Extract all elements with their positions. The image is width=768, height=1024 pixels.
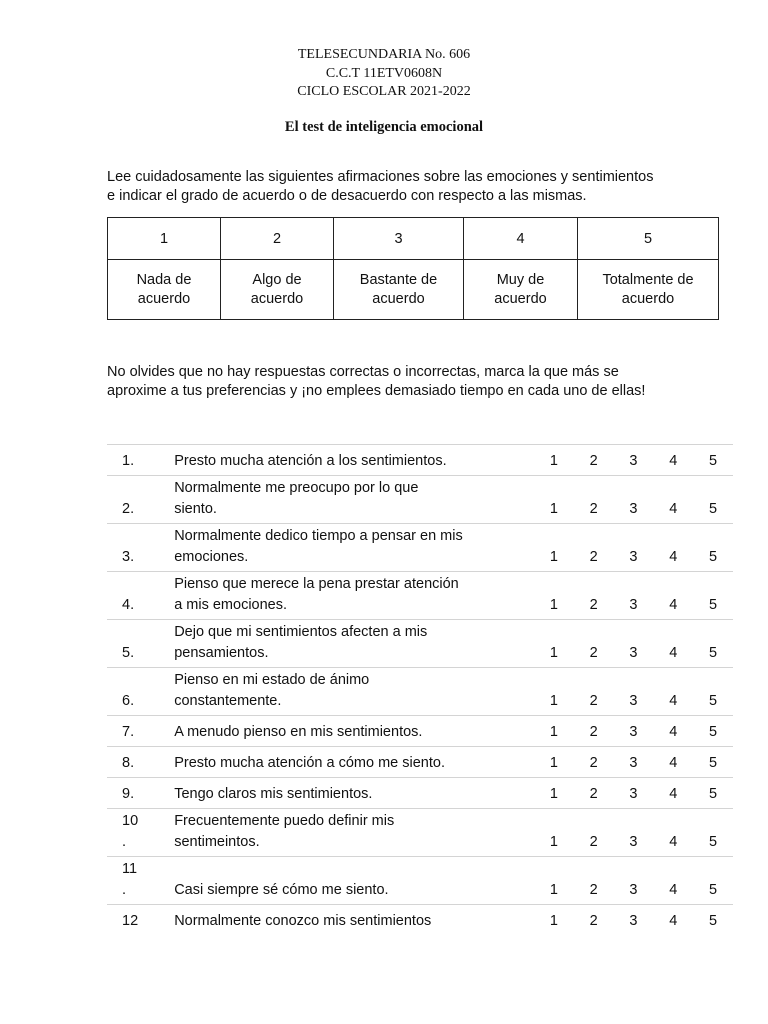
answer-option-5[interactable]: 5: [693, 716, 733, 747]
question-number: [107, 716, 174, 747]
question-text-line: Frecuentemente puedo definir mis: [174, 813, 395, 829]
question-text: [174, 476, 534, 524]
answer-option-3[interactable]: 3: [614, 857, 654, 905]
question-text-line: pensamientos.: [174, 645, 269, 661]
scale-number: 5: [578, 218, 719, 260]
question-text: [174, 572, 534, 620]
answer-option-1[interactable]: 1: [534, 857, 574, 905]
question-text: [174, 747, 534, 778]
scale-label-row: [108, 260, 719, 320]
question-text-line: Normalmente me preocupo por lo que: [174, 480, 419, 496]
instructions-paragraph: [107, 168, 707, 206]
answer-option-4[interactable]: 4: [653, 905, 693, 936]
scale-label-line: Nada de: [136, 271, 192, 288]
question-number: [107, 620, 174, 668]
question-text: [174, 620, 534, 668]
question-text: [174, 857, 534, 905]
question-number-line: 3.: [122, 549, 135, 565]
answer-option-1[interactable]: 1: [534, 905, 574, 936]
scale-label: [221, 260, 334, 320]
question-number-line: 5.: [122, 645, 135, 661]
question-number: [107, 809, 174, 857]
question-text-line: A menudo pienso en mis sentimientos.: [174, 724, 423, 740]
scale-label-line: acuerdo: [621, 290, 675, 307]
answer-option-2[interactable]: 2: [574, 747, 614, 778]
answer-option-3[interactable]: 3: [614, 524, 654, 572]
question-text-line: siento.: [174, 501, 217, 517]
question-number-line: 12: [122, 913, 139, 929]
question-text-line: Normalmente dedico tiempo a pensar en mis: [174, 528, 463, 544]
question-number-line: 7.: [122, 724, 135, 740]
answer-option-2[interactable]: 2: [574, 524, 614, 572]
answer-option-4[interactable]: 4: [653, 668, 693, 716]
answer-option-4[interactable]: 4: [653, 524, 693, 572]
answer-option-2[interactable]: 2: [574, 905, 614, 936]
question-text-line: sentimeintos.: [174, 834, 260, 850]
question-row: [107, 524, 733, 572]
question-text-line: Pienso que merece la pena prestar atención: [174, 576, 459, 592]
question-row: [107, 778, 733, 809]
answer-option-4[interactable]: 4: [653, 716, 693, 747]
question-number-line: 2.: [122, 501, 135, 517]
school-cycle: CICLO ESCOLAR 2021-2022: [297, 84, 471, 99]
question-number: [107, 572, 174, 620]
answer-option-3[interactable]: 3: [614, 620, 654, 668]
answer-option-1[interactable]: 1: [534, 572, 574, 620]
answer-option-4[interactable]: 4: [653, 445, 693, 476]
questions-table: [107, 444, 733, 935]
question-text-line: Pienso en mi estado de ánimo: [174, 672, 370, 688]
question-number-line: 9.: [122, 786, 135, 802]
answer-option-5[interactable]: 5: [693, 572, 733, 620]
question-row: [107, 668, 733, 716]
school-name: TELESECUNDARIA No. 606: [297, 47, 471, 62]
question-number: [107, 747, 174, 778]
scale-label: [108, 260, 221, 320]
test-title: El test de inteligencia emocional: [284, 119, 484, 135]
question-number: [107, 445, 174, 476]
question-text-line: Presto mucha atención a los sentimientos.: [174, 453, 447, 469]
question-row: [107, 716, 733, 747]
answer-option-2[interactable]: 2: [574, 716, 614, 747]
scale-label: [578, 260, 719, 320]
scale-label-line: acuerdo: [494, 290, 547, 307]
instructions-line: e indicar el grado de acuerdo o de desacuerdo con respecto a las mismas.: [107, 188, 587, 204]
answer-option-5[interactable]: 5: [693, 668, 733, 716]
answer-option-5[interactable]: 5: [693, 524, 733, 572]
answer-option-5[interactable]: 5: [693, 905, 733, 936]
scale-label-line: Algo de: [252, 271, 302, 288]
question-number: [107, 476, 174, 524]
answer-option-4[interactable]: 4: [653, 809, 693, 857]
question-number: [107, 778, 174, 809]
answer-option-1[interactable]: 1: [534, 809, 574, 857]
answer-option-4[interactable]: 4: [653, 747, 693, 778]
question-number: [107, 668, 174, 716]
question-text: [174, 809, 534, 857]
question-number-line: 6.: [122, 693, 135, 709]
answer-option-4[interactable]: 4: [653, 572, 693, 620]
answer-option-2[interactable]: 2: [574, 778, 614, 809]
question-number: [107, 524, 174, 572]
question-text: [174, 668, 534, 716]
answer-option-2[interactable]: 2: [574, 572, 614, 620]
answer-option-5[interactable]: 5: [693, 476, 733, 524]
answer-option-3[interactable]: 3: [614, 747, 654, 778]
scale-label-line: acuerdo: [137, 290, 191, 307]
question-row: [107, 857, 733, 905]
question-number: [107, 905, 174, 936]
scale-label: [334, 260, 464, 320]
answer-option-3[interactable]: 3: [614, 905, 654, 936]
note-line: No olvides que no hay respuestas correctas o incorrectas, marca la que más se: [107, 364, 619, 380]
answer-option-2[interactable]: 2: [574, 445, 614, 476]
question-text-line: emociones.: [174, 549, 249, 565]
answer-option-4[interactable]: 4: [653, 778, 693, 809]
answer-option-1[interactable]: 1: [534, 747, 574, 778]
answer-option-5[interactable]: 5: [693, 747, 733, 778]
question-number: [107, 857, 174, 905]
answer-option-3[interactable]: 3: [614, 809, 654, 857]
answer-option-4[interactable]: 4: [653, 620, 693, 668]
question-text: [174, 905, 534, 936]
question-row: [107, 572, 733, 620]
answer-option-4[interactable]: 4: [653, 857, 693, 905]
question-text: [174, 524, 534, 572]
question-number-line: 11: [122, 861, 138, 877]
answer-option-3[interactable]: 3: [614, 668, 654, 716]
rating-scale-table: [107, 217, 719, 320]
question-text: [174, 778, 534, 809]
scale-number: 2: [221, 218, 334, 260]
question-row: [107, 747, 733, 778]
question-number-line: 8.: [122, 755, 135, 771]
note-line: aproxime a tus preferencias y ¡no emplees demasiado tiempo en cada uno de ellas!: [107, 383, 646, 399]
question-text: [174, 445, 534, 476]
school-code: C.C.T 11ETV0608N: [325, 65, 443, 81]
scale-number: 3: [334, 218, 464, 260]
answer-option-3[interactable]: 3: [614, 445, 654, 476]
answer-option-2[interactable]: 2: [574, 857, 614, 905]
scale-label-line: Bastante de: [359, 271, 438, 288]
question-number-line: .: [122, 882, 127, 898]
question-text-line: constantemente.: [174, 693, 282, 709]
answer-option-2[interactable]: 2: [574, 668, 614, 716]
scale-number: 1: [108, 218, 221, 260]
answer-option-2[interactable]: 2: [574, 476, 614, 524]
answer-option-5[interactable]: 5: [693, 809, 733, 857]
answer-option-5[interactable]: 5: [693, 620, 733, 668]
instructions-line: Lee cuidadosamente las siguientes afirmaciones sobre las emociones y sentimientos: [107, 169, 654, 185]
answer-option-2[interactable]: 2: [574, 620, 614, 668]
answer-option-3[interactable]: 3: [614, 476, 654, 524]
question-row: [107, 476, 733, 524]
document-header: [0, 46, 768, 102]
answer-option-1[interactable]: 1: [534, 668, 574, 716]
question-row: [107, 620, 733, 668]
scale-label-line: Muy de: [496, 271, 545, 288]
answer-option-2[interactable]: 2: [574, 809, 614, 857]
answer-option-1[interactable]: 1: [534, 476, 574, 524]
question-number-line: .: [122, 834, 127, 850]
question-number-line: 10: [122, 813, 139, 829]
scale-number: 4: [464, 218, 578, 260]
question-text-line: Presto mucha atención a cómo me siento.: [174, 755, 445, 771]
question-text-line: Normalmente conozco mis sentimientos: [174, 913, 432, 929]
question-text: [174, 716, 534, 747]
scale-number-row: [108, 218, 719, 260]
answer-option-5[interactable]: 5: [693, 778, 733, 809]
question-text-line: Dejo que mi sentimientos afecten a mis: [174, 624, 428, 640]
answer-option-1[interactable]: 1: [534, 445, 574, 476]
question-row: [107, 809, 733, 857]
question-row: [107, 905, 733, 936]
question-number-line: 1.: [122, 453, 135, 469]
answer-option-3[interactable]: 3: [614, 778, 654, 809]
scale-label-line: Totalmente de: [602, 271, 694, 288]
question-text-line: Casi siempre sé cómo me siento.: [174, 882, 389, 898]
answer-option-1[interactable]: 1: [534, 524, 574, 572]
answer-option-1[interactable]: 1: [534, 620, 574, 668]
answer-option-5[interactable]: 5: [693, 445, 733, 476]
scale-label-line: acuerdo: [250, 290, 304, 307]
question-row: [107, 445, 733, 476]
question-text-line: a mis emociones.: [174, 597, 288, 613]
answer-option-3[interactable]: 3: [614, 716, 654, 747]
answer-option-1[interactable]: 1: [534, 778, 574, 809]
scale-label: [464, 260, 578, 320]
question-text-line: Tengo claros mis sentimientos.: [174, 786, 373, 802]
note-paragraph: [107, 363, 707, 401]
scale-label-line: acuerdo: [372, 290, 425, 307]
question-number-line: 4.: [122, 597, 135, 613]
answer-option-5[interactable]: 5: [693, 857, 733, 905]
answer-option-3[interactable]: 3: [614, 572, 654, 620]
answer-option-1[interactable]: 1: [534, 716, 574, 747]
question-text-line: [174, 859, 526, 880]
answer-option-4[interactable]: 4: [653, 476, 693, 524]
